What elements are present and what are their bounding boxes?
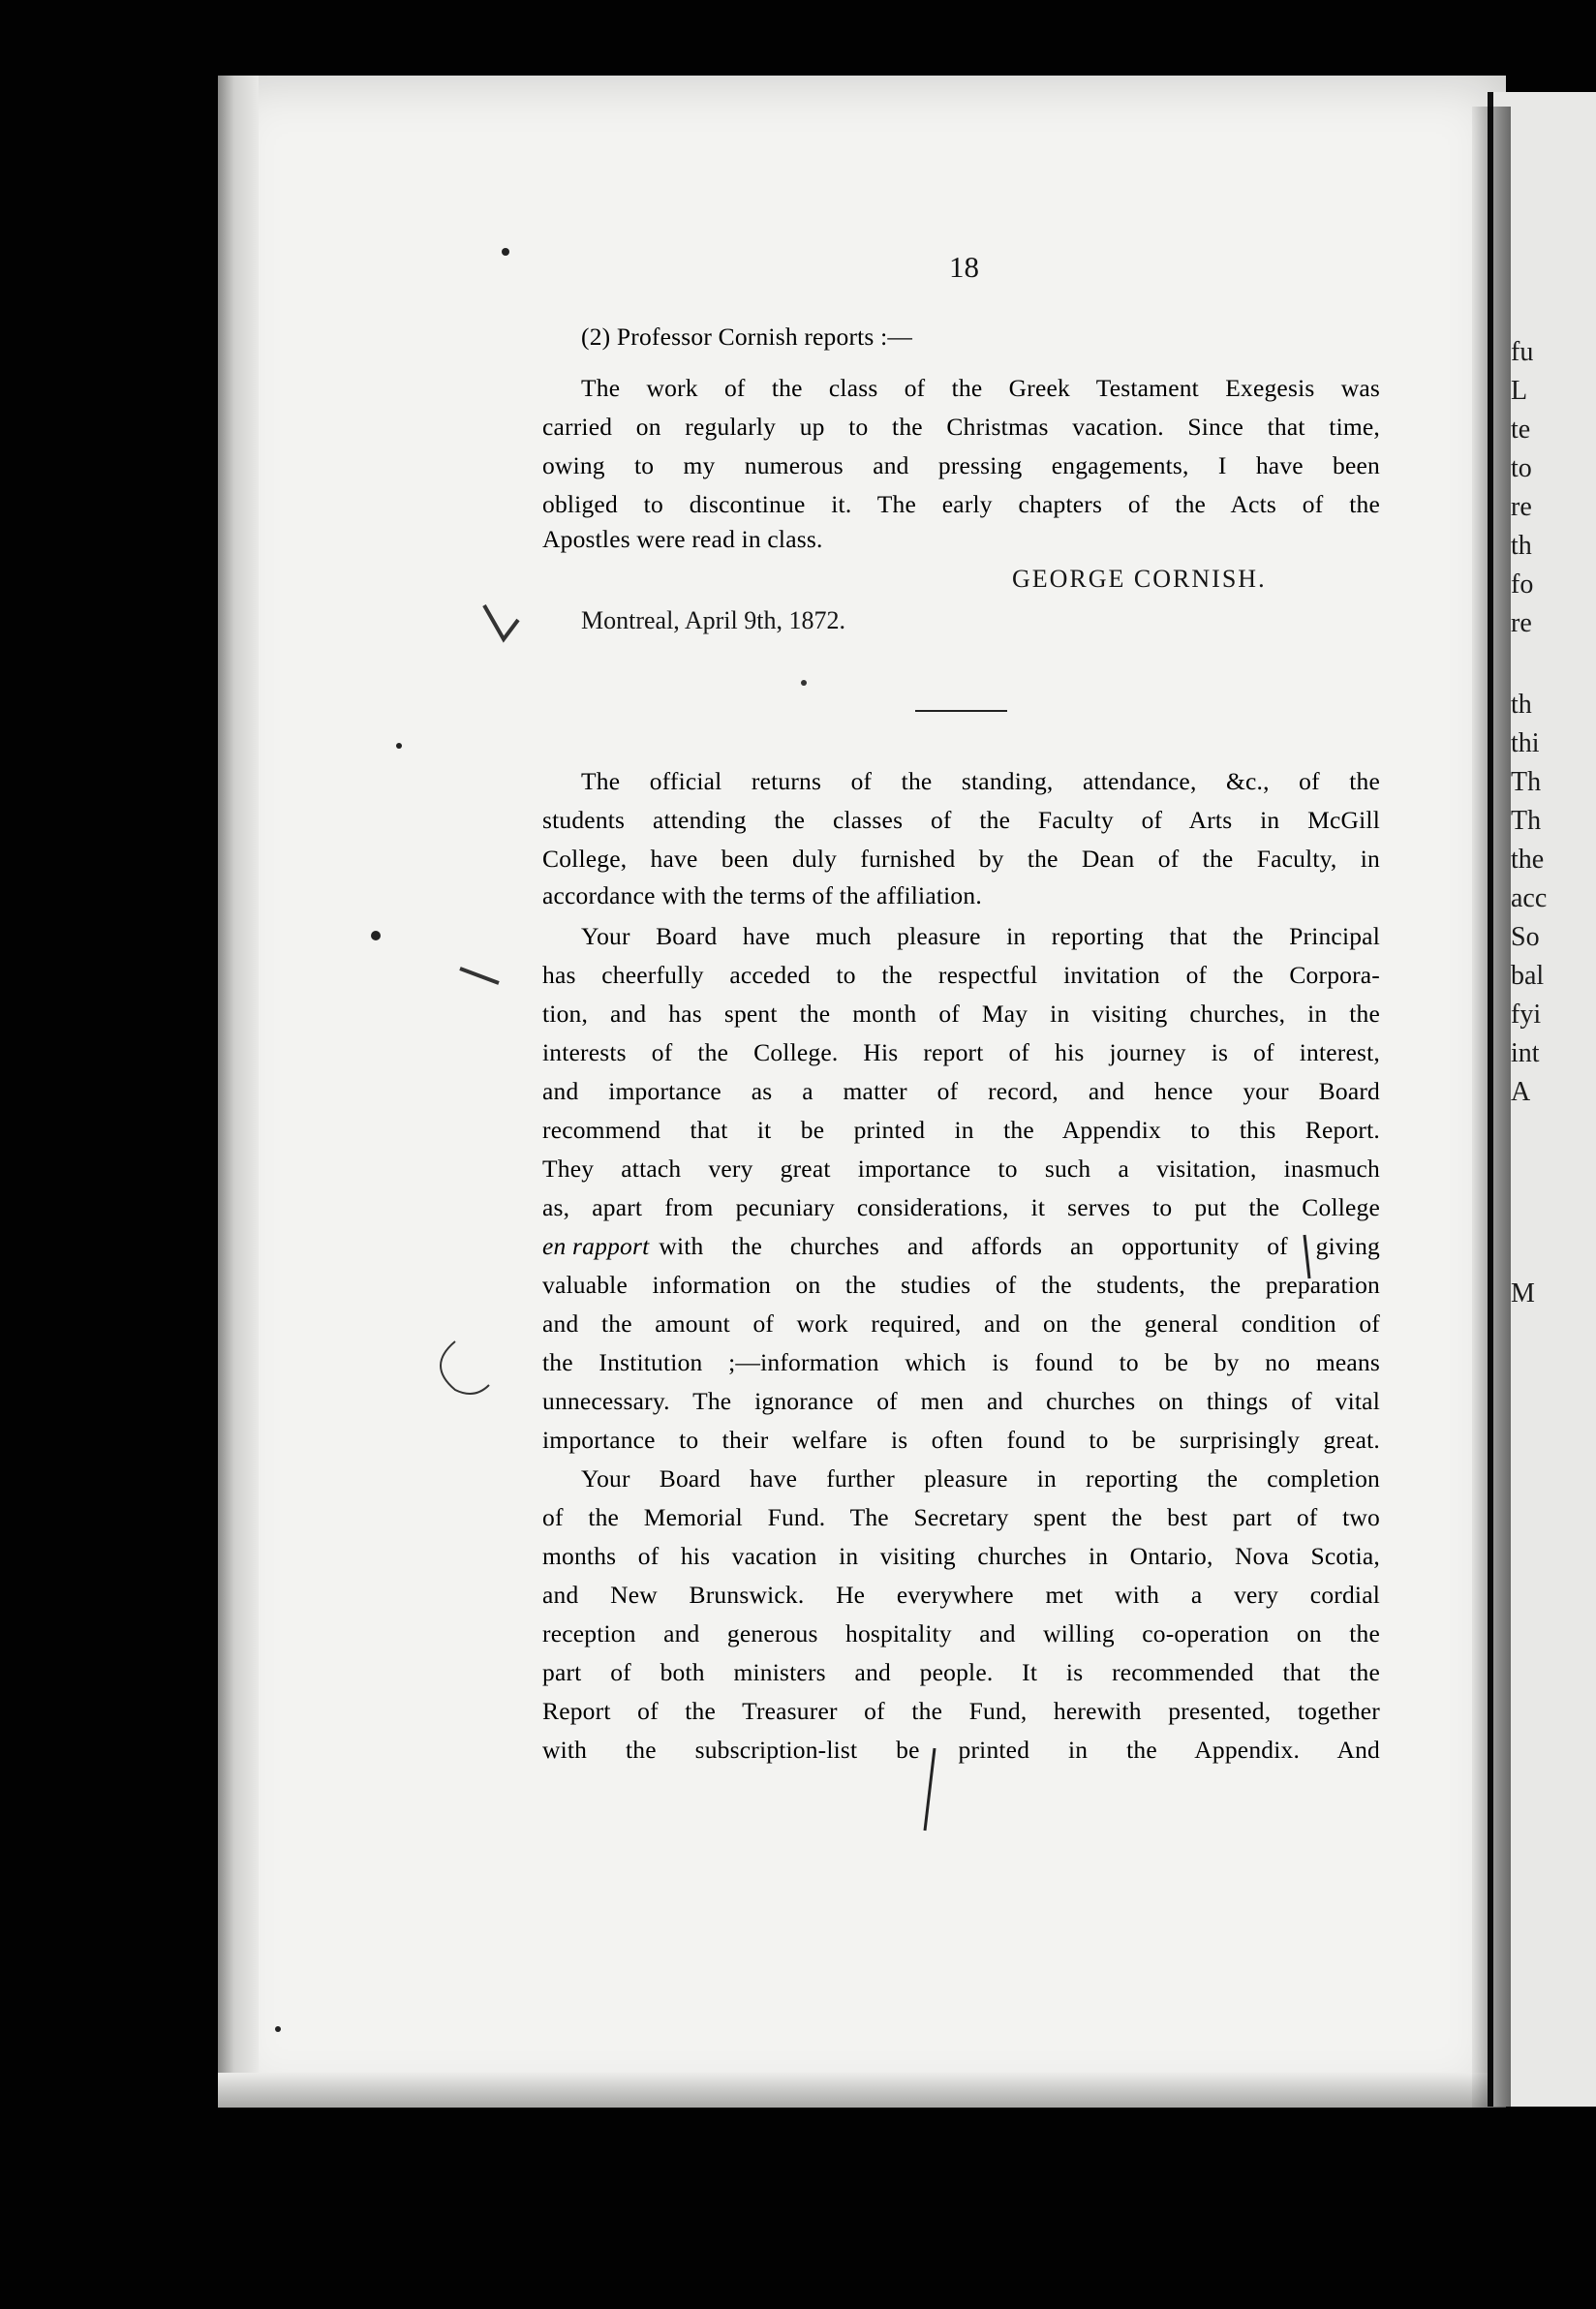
- text-line: Apostles were read in class.: [542, 525, 823, 553]
- pencil-checkmark: [484, 605, 518, 639]
- text-line: Your Board have much pleasure in reporting that the Principal: [581, 922, 1380, 950]
- facing-fragment: bal: [1511, 961, 1545, 991]
- text-line: of the Memorial Fund. The Secretary spent the best part of two: [542, 1503, 1380, 1531]
- text-line: owing to my numerous and pressing engagements, I have been: [542, 451, 1380, 479]
- facing-fragment: fo: [1511, 570, 1534, 600]
- facing-fragment: thi: [1511, 728, 1540, 758]
- pencil-stroke: [1304, 1235, 1309, 1278]
- facing-fragment: M: [1511, 1278, 1535, 1308]
- text-line: recommend that it be printed in the Appendix to this Report.: [542, 1116, 1380, 1144]
- facing-fragment: th: [1511, 531, 1532, 561]
- facing-fragment: to: [1511, 453, 1532, 483]
- facing-fragment: the: [1511, 845, 1545, 875]
- facing-fragment: re: [1511, 608, 1532, 638]
- facing-fragment: fu: [1511, 337, 1534, 367]
- ink-speck: [371, 931, 381, 940]
- pencil-bracket: [441, 1341, 489, 1394]
- facing-fragment: re: [1511, 492, 1532, 522]
- text-line: and New Brunswick. He everywhere met with a very cordial: [542, 1581, 1380, 1609]
- text-line: The official returns of the standing, attendance, &c., of the: [581, 767, 1380, 795]
- facing-fragment: fyi: [1511, 1000, 1542, 1030]
- text-line: reception and generous hospitality and willing co-operation on the: [542, 1619, 1380, 1647]
- dateline: Montreal, April 9th, 1872.: [581, 606, 845, 634]
- text-line: valuable information on the studies of the students, the preparation: [542, 1271, 1380, 1299]
- facing-fragment: acc: [1511, 883, 1548, 913]
- text-line: the Institution ;—information which is found to be by no means: [542, 1348, 1380, 1376]
- ink-speck: [275, 2026, 281, 2032]
- text-line: students attending the classes of the Faculty of Arts in McGill: [542, 806, 1380, 834]
- text-line: They attach very great importance to such a visitation, inasmuch: [542, 1154, 1380, 1183]
- facing-fragment: Th: [1511, 767, 1542, 797]
- pencil-stroke: [925, 1748, 935, 1831]
- text-line: unnecessary. The ignorance of men and churches on things of vital: [542, 1387, 1380, 1415]
- text-line: months of his vacation in visiting churches in Ontario, Nova Scotia,: [542, 1542, 1380, 1570]
- section-heading: (2) Professor Cornish reports :—: [581, 323, 913, 351]
- text-line: has cheerfully acceded to the respectful invitation of the Corpora-: [542, 961, 1380, 989]
- text-line: Your Board have further pleasure in reporting the completion: [581, 1464, 1380, 1493]
- text-line: part of both ministers and people. It is recommended that the: [542, 1658, 1380, 1686]
- text-line: College, have been duly furnished by the Dean of the Faculty, in: [542, 845, 1380, 873]
- text-line: accordance with the terms of the affiliation.: [542, 881, 982, 909]
- facing-fragment: So: [1511, 922, 1540, 952]
- text-line: with the subscription-list be printed in the Appendix. And: [542, 1736, 1380, 1764]
- text-line: Report of the Treasurer of the Fund, herewith presented, together: [542, 1697, 1380, 1725]
- text-line: The work of the class of the Greek Testament Exegesis was: [581, 374, 1380, 402]
- text-line: tion, and has spent the month of May in visiting churches, in the: [542, 1000, 1380, 1028]
- pencil-stroke: [460, 969, 499, 983]
- ink-speck: [801, 680, 807, 686]
- facing-fragment: int: [1511, 1038, 1540, 1068]
- italic-phrase: en rapport: [542, 1232, 650, 1260]
- text-line: interests of the College. His report of his journey is of interest,: [542, 1038, 1380, 1066]
- text-fragment: with the churches and affords an opportunity of giving: [659, 1232, 1380, 1260]
- facing-fragment: L: [1511, 376, 1528, 406]
- page-number: 18: [949, 250, 979, 284]
- text-line: and importance as a matter of record, and hence your Board: [542, 1077, 1380, 1105]
- facing-fragment: A: [1511, 1077, 1531, 1107]
- facing-fragment: Th: [1511, 806, 1542, 836]
- text-line: carried on regularly up to the Christmas vacation. Since that time,: [542, 413, 1380, 441]
- ink-speck: [502, 248, 509, 256]
- ink-speck: [396, 743, 402, 749]
- facing-fragment: th: [1511, 690, 1532, 720]
- text-line: importance to their welfare is often found to be surprisingly great.: [542, 1426, 1380, 1454]
- signature: GEORGE CORNISH.: [1012, 565, 1267, 593]
- text-line: obliged to discontinue it. The early chapters of the Acts of the: [542, 490, 1380, 518]
- text-line: as, apart from pecuniary considerations, it serves to put the College: [542, 1193, 1380, 1221]
- facing-fragment: te: [1511, 415, 1531, 445]
- text-line: and the amount of work required, and on the general condition of: [542, 1309, 1380, 1338]
